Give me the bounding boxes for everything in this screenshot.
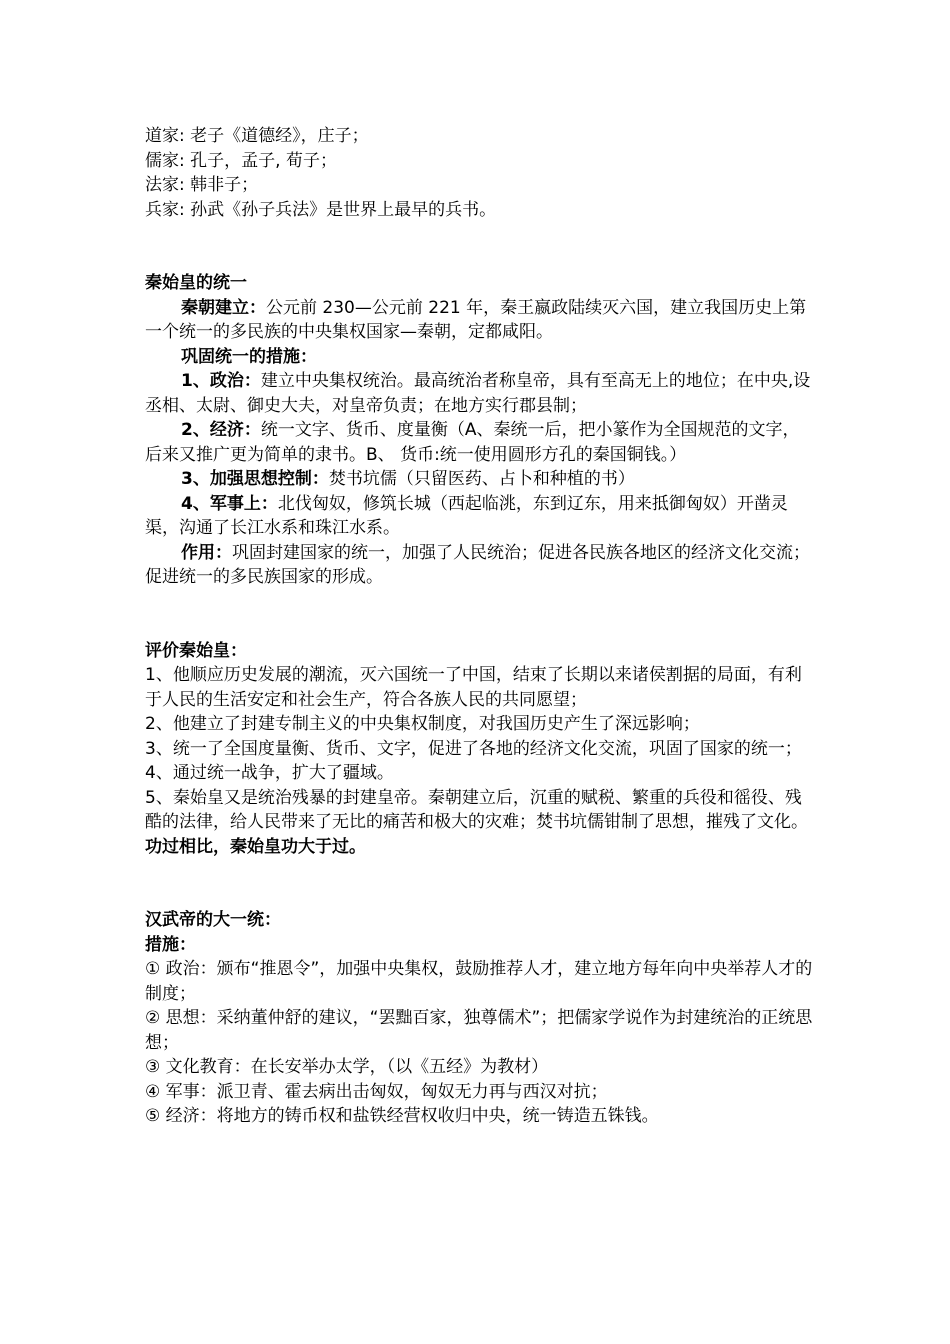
qin-m1-label: 1、政治： [181, 371, 261, 391]
qin-effect [145, 541, 813, 590]
school-legalist: 法家: 韩非子； [145, 175, 259, 195]
han-item: ① 政治：颁布“推恩令”，加强中央集权，鼓励推荐人才，建立地方每年向中央举荐人才的制度； [145, 959, 813, 1004]
document-page [145, 124, 813, 1129]
evaluation-heading: 评价秦始皇： [145, 640, 247, 661]
qin-founding [145, 296, 813, 345]
evaluation-item: 5、秦始皇又是统治残暴的封建皇帝。秦朝建立后，沉重的赋税、繁重的兵役和徭役、残酷的法律，给人民带来了无比的痛苦和极大的灾难；焚书坑儒钳制了思想，摧残了文化。 [145, 787, 808, 832]
qin-measure-thought [145, 467, 813, 492]
qin-effect-text: 巩固封建国家的统一，加强了人民统治；促进各民族各地区的经济文化交流；促进统一的多民族国家的形成。 [145, 542, 810, 587]
evaluation-item: 3、统一了全国度量衡、货币、文字，促进了各地的经济文化交流，巩固了国家的统一； [145, 738, 802, 759]
qin-founding-text: 公元前 230—公元前 221 年，秦王嬴政陆续灭六国，建立我国历史上第一个统一的多民族的中央集权国家—秦朝，定都咸阳。 [145, 297, 807, 342]
qin-m2-text: 统一文字、货币、度量衡（A、秦统一后，把小篆作为全国规范的文字，后来又推广更为简单的隶书。B、 货币:统一使用圆形方孔的秦国铜钱。） [145, 420, 800, 465]
han-item: ⑤ 经济：将地方的铸币权和盐铁经营权收归中央，统一铸造五铢钱。 [145, 1106, 659, 1126]
han-heading: 汉武帝的大一统： [145, 910, 281, 930]
han-item: ④ 军事：派卫青、霍去病出击匈奴，匈奴无力再与西汉对抗； [145, 1081, 608, 1102]
qin-m4-text: 北伐匈奴，修筑长城（西起临洮，东到辽东，用来抵御匈奴）开凿灵渠，沟通了长江水系和珠江水系。 [145, 493, 788, 538]
evaluation-conclusion: 功过相比，秦始皇功大于过。 [145, 836, 366, 857]
qin-measure-economy [145, 418, 813, 467]
qin-measure-military [145, 492, 813, 541]
han-measures-label: 措施： [145, 934, 196, 955]
evaluation-item: 1、他顺应历史发展的潮流，灭六国统一了中国，结束了长期以来诸侯割据的局面，有利于人民的生活安定和社会生产，符合各族人民的共同愿望； [145, 665, 802, 710]
school-military: 兵家: 孙武《孙子兵法》是世界上最早的兵书。 [145, 199, 497, 220]
qin-m3-label: 3、加强思想控制： [181, 469, 329, 489]
han-item: ③ 文化教育：在长安举办太学，（以《五经》为教材） [145, 1057, 549, 1077]
qin-m4-label: 4、军事上： [181, 493, 278, 514]
qin-effect-label: 作用： [181, 542, 232, 563]
han-item: ② 思想：采纳董仲舒的建议，“罢黜百家，独尊儒术”；把儒家学说作为封建统治的正统思想； [145, 1008, 813, 1053]
school-daoist: 道家: 老子《道德经》，庄子； [145, 126, 369, 146]
qin-m3-text: 焚书坑儒（只留医药、占卜和种植的书） [328, 469, 635, 489]
school-confucian: 儒家: 孔子，孟子, 荀子； [145, 150, 337, 171]
qin-founding-label: 秦朝建立： [181, 297, 266, 318]
evaluation-item: 4、通过统一战争，扩大了疆域。 [145, 763, 394, 783]
qin-m2-label: 2、经济： [181, 420, 261, 440]
qin-heading: 秦始皇的统一 [145, 273, 247, 293]
evaluation-item: 2、他建立了封建专制主义的中央集权制度，对我国历史产生了深远影响； [145, 714, 700, 734]
qin-measures-heading: 巩固统一的措施： [181, 346, 317, 367]
qin-m1-text: 建立中央集权统治。最高统治者称皇帝，具有至高无上的地位；在中央,设丞相、太尉、御史大夫，对皇帝负责；在地方实行郡县制； [145, 371, 811, 416]
qin-measure-politics [145, 369, 813, 418]
